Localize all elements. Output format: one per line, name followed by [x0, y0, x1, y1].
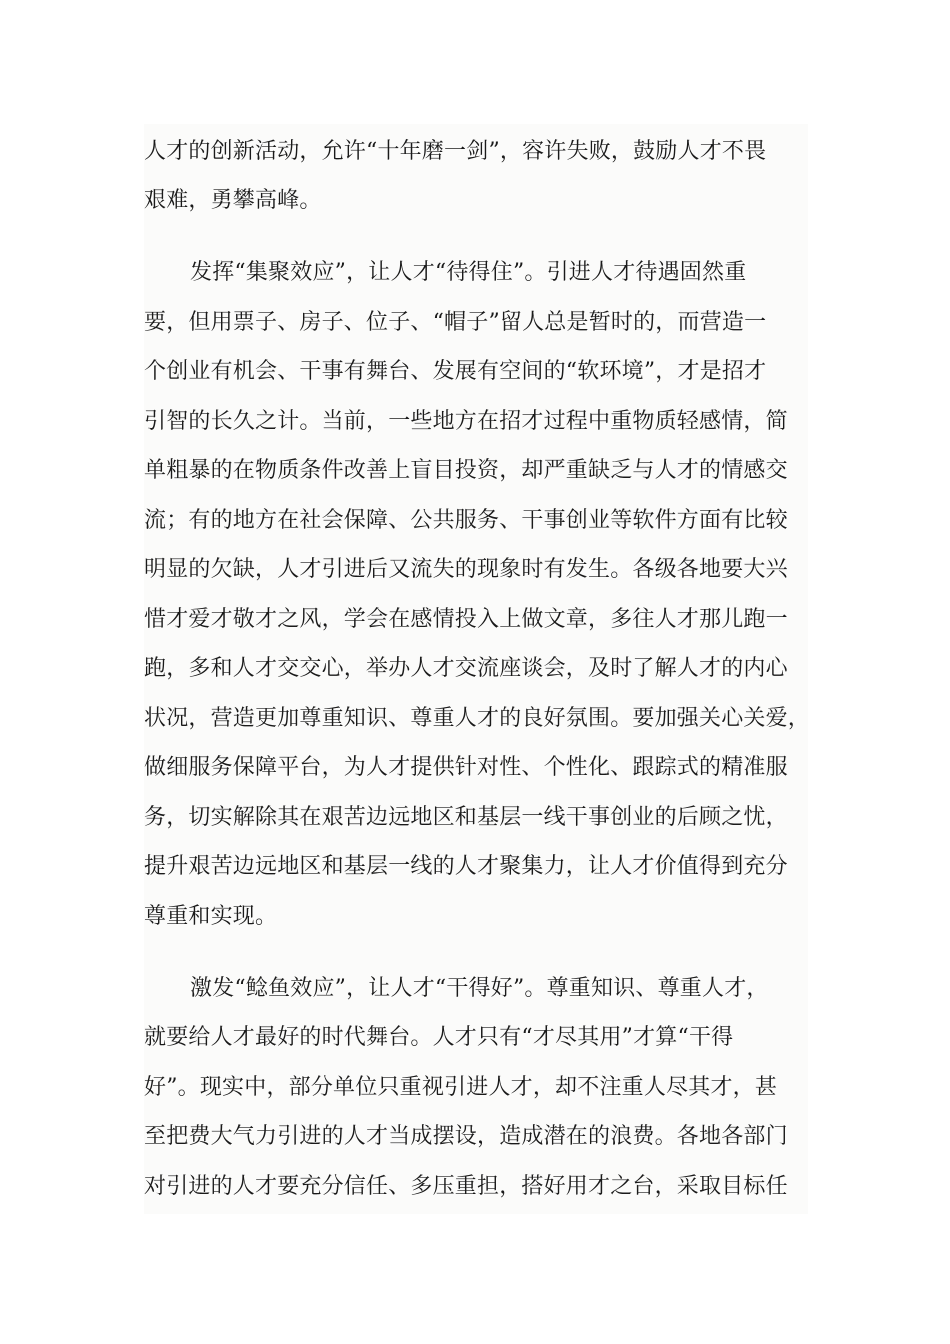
- text-line: 跑，多和人才交交心，举办人才交流座谈会，及时了解人才的内心: [144, 656, 788, 681]
- text-line: 激发“鲶鱼效应”，让人才“干得好”。尊重知识、尊重人才，: [190, 976, 769, 1001]
- text-line: 对引进的人才要充分信任、多压重担，搭好用才之台，采取目标任: [144, 1174, 788, 1199]
- text-line: 务，切实解除其在艰苦边远地区和基层一线干事创业的后顾之忧，: [144, 805, 788, 830]
- text-line: 就要给人才最好的时代舞台。人才只有“才尽其用”才算“干得: [144, 1025, 734, 1050]
- text-line: 引智的长久之计。当前，一些地方在招才过程中重物质轻感情，简: [144, 409, 788, 434]
- text-line: 发挥“集聚效应”，让人才“待得住”。引进人才待遇固然重: [190, 260, 747, 285]
- text-line: 人才的创新活动，允许“十年磨一剑”，容许失败，鼓励人才不畏: [144, 139, 767, 164]
- text-line: 单粗暴的在物质条件改善上盲目投资，却严重缺乏与人才的情感交: [144, 458, 788, 483]
- text-line: 要，但用票子、房子、位子、“帽子”留人总是暂时的，而营造一: [144, 310, 767, 335]
- text-line: 至把费大气力引进的人才当成摆设，造成潜在的浪费。各地各部门: [144, 1124, 788, 1149]
- text-line: 提升艰苦边远地区和基层一线的人才聚集力，让人才价值得到充分: [144, 854, 788, 879]
- text-line: 艰难，勇攀高峰。: [144, 188, 322, 213]
- document-body: [144, 124, 811, 1214]
- text-line: 做细服务保障平台，为人才提供针对性、个性化、跟踪式的精准服: [144, 755, 788, 780]
- text-line: 流；有的地方在社会保障、公共服务、干事创业等软件方面有比较: [144, 508, 788, 533]
- text-line: 个创业有机会、干事有舞台、发展有空间的“软环境”，才是招才: [144, 359, 767, 384]
- text-line: 明显的欠缺，人才引进后又流失的现象时有发生。各级各地要大兴: [144, 557, 788, 582]
- text-line: 状况，营造更加尊重知识、尊重人才的良好氛围。要加强关心关爱，: [144, 706, 811, 731]
- text-line: 好”。现实中，部分单位只重视引进人才，却不注重人尽其才，甚: [144, 1075, 778, 1100]
- text-line: 尊重和实现。: [144, 904, 278, 929]
- text-line: 惜才爱才敬才之风，学会在感情投入上做文章，多往人才那儿跑一: [144, 607, 788, 632]
